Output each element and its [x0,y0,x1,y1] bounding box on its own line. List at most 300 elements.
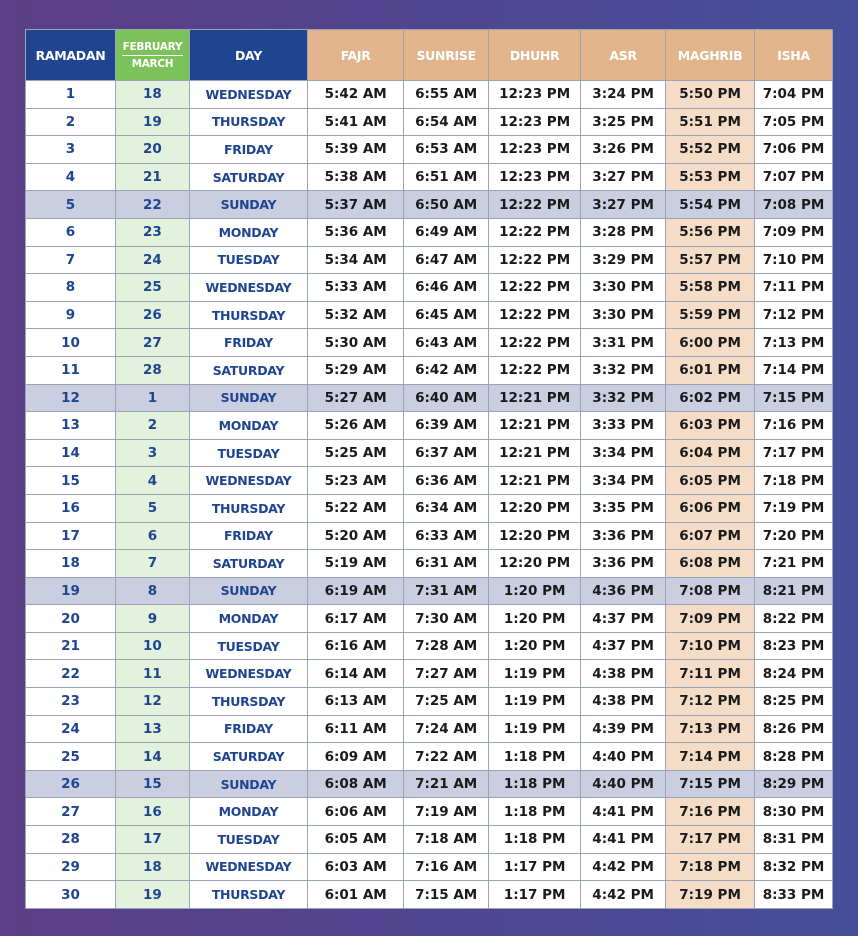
cell-isha: 7:10 PM [755,246,833,274]
cell-isha: 7:09 PM [755,218,833,246]
cell-asr: 3:30 PM [581,274,666,302]
cell-sunrise: 7:15 AM [404,881,489,909]
cell-asr: 4:37 PM [581,605,666,633]
cell-fajr: 5:19 AM [308,550,404,578]
cell-dhuhr: 12:23 PM [489,163,581,191]
cell-isha: 7:04 PM [755,81,833,109]
table-header [26,30,833,81]
cell-asr: 3:34 PM [581,467,666,495]
cell-isha: 7:05 PM [755,108,833,136]
cell-sunrise: 6:37 AM [404,439,489,467]
cell-maghrib: 5:58 PM [666,274,755,302]
table-row [26,715,833,743]
cell-maghrib: 6:01 PM [666,356,755,384]
cell-asr: 3:36 PM [581,522,666,550]
cell-isha: 7:14 PM [755,356,833,384]
cell-weekday: SUNDAY [189,770,307,798]
cell-isha: 7:21 PM [755,550,833,578]
header-maghrib: MAGHRIB [666,30,755,81]
cell-weekday: WEDNESDAY [189,853,307,881]
table-row [26,218,833,246]
cell-ramadan-day: 17 [26,522,116,550]
cell-asr: 3:30 PM [581,301,666,329]
cell-weekday: THURSDAY [189,301,307,329]
cell-weekday: TUESDAY [189,632,307,660]
cell-weekday: WEDNESDAY [189,81,307,109]
cell-ramadan-day: 18 [26,550,116,578]
cell-ramadan-day: 10 [26,329,116,357]
cell-sunrise: 6:50 AM [404,191,489,219]
cell-dhuhr: 12:20 PM [489,522,581,550]
table-row [26,191,833,219]
cell-dhuhr: 12:23 PM [489,108,581,136]
cell-fajr: 5:29 AM [308,356,404,384]
header-dhuhr: DHUHR [489,30,581,81]
cell-calendar-date: 28 [116,356,190,384]
cell-isha: 7:13 PM [755,329,833,357]
cell-isha: 8:21 PM [755,577,833,605]
cell-calendar-date: 10 [116,632,190,660]
cell-maghrib: 7:12 PM [666,688,755,716]
cell-weekday: WEDNESDAY [189,660,307,688]
cell-sunrise: 6:53 AM [404,136,489,164]
cell-sunrise: 6:47 AM [404,246,489,274]
cell-maghrib: 6:00 PM [666,329,755,357]
cell-calendar-date: 18 [116,853,190,881]
table-row [26,412,833,440]
cell-asr: 3:35 PM [581,494,666,522]
cell-fajr: 5:37 AM [308,191,404,219]
header-fajr: FAJR [308,30,404,81]
cell-dhuhr: 1:19 PM [489,660,581,688]
cell-asr: 4:40 PM [581,743,666,771]
cell-ramadan-day: 22 [26,660,116,688]
cell-fajr: 5:20 AM [308,522,404,550]
cell-maghrib: 7:10 PM [666,632,755,660]
cell-weekday: WEDNESDAY [189,274,307,302]
cell-ramadan-day: 3 [26,136,116,164]
table-row [26,329,833,357]
cell-sunrise: 6:45 AM [404,301,489,329]
cell-dhuhr: 1:20 PM [489,605,581,633]
cell-calendar-date: 19 [116,108,190,136]
table-row [26,660,833,688]
table-row [26,246,833,274]
cell-maghrib: 5:59 PM [666,301,755,329]
cell-calendar-date: 3 [116,439,190,467]
cell-ramadan-day: 12 [26,384,116,412]
cell-isha: 7:16 PM [755,412,833,440]
cell-ramadan-day: 6 [26,218,116,246]
cell-isha: 7:15 PM [755,384,833,412]
cell-asr: 3:26 PM [581,136,666,164]
cell-sunrise: 6:39 AM [404,412,489,440]
cell-maghrib: 7:11 PM [666,660,755,688]
cell-sunrise: 7:18 AM [404,826,489,854]
cell-fajr: 6:16 AM [308,632,404,660]
cell-isha: 7:06 PM [755,136,833,164]
cell-fajr: 5:39 AM [308,136,404,164]
cell-asr: 3:32 PM [581,356,666,384]
table-row [26,81,833,109]
cell-weekday: THURSDAY [189,494,307,522]
header-month [116,30,190,81]
cell-sunrise: 6:36 AM [404,467,489,495]
cell-sunrise: 7:28 AM [404,632,489,660]
cell-asr: 3:34 PM [581,439,666,467]
cell-ramadan-day: 9 [26,301,116,329]
cell-isha: 8:30 PM [755,798,833,826]
cell-dhuhr: 1:18 PM [489,798,581,826]
cell-ramadan-day: 27 [26,798,116,826]
cell-ramadan-day: 13 [26,412,116,440]
cell-isha: 8:25 PM [755,688,833,716]
cell-weekday: MONDAY [189,218,307,246]
cell-maghrib: 6:06 PM [666,494,755,522]
cell-fajr: 5:22 AM [308,494,404,522]
cell-asr: 3:27 PM [581,191,666,219]
cell-asr: 3:25 PM [581,108,666,136]
cell-ramadan-day: 16 [26,494,116,522]
cell-fajr: 6:11 AM [308,715,404,743]
cell-fajr: 6:03 AM [308,853,404,881]
cell-dhuhr: 1:20 PM [489,577,581,605]
cell-calendar-date: 17 [116,826,190,854]
cell-maghrib: 7:19 PM [666,881,755,909]
cell-sunrise: 7:27 AM [404,660,489,688]
cell-weekday: SUNDAY [189,384,307,412]
table-row [26,467,833,495]
cell-calendar-date: 12 [116,688,190,716]
cell-maghrib: 5:54 PM [666,191,755,219]
cell-sunrise: 6:46 AM [404,274,489,302]
cell-sunrise: 6:49 AM [404,218,489,246]
cell-dhuhr: 12:22 PM [489,301,581,329]
table-row [26,163,833,191]
cell-isha: 8:32 PM [755,853,833,881]
cell-calendar-date: 26 [116,301,190,329]
cell-fajr: 5:33 AM [308,274,404,302]
cell-dhuhr: 12:22 PM [489,218,581,246]
cell-weekday: SATURDAY [189,356,307,384]
cell-ramadan-day: 11 [26,356,116,384]
cell-asr: 4:42 PM [581,881,666,909]
cell-ramadan-day: 8 [26,274,116,302]
prayer-times-table [25,29,833,909]
cell-maghrib: 6:08 PM [666,550,755,578]
table-row [26,798,833,826]
cell-maghrib: 7:15 PM [666,770,755,798]
cell-maghrib: 7:14 PM [666,743,755,771]
cell-calendar-date: 16 [116,798,190,826]
cell-sunrise: 6:43 AM [404,329,489,357]
cell-asr: 4:36 PM [581,577,666,605]
cell-maghrib: 6:05 PM [666,467,755,495]
cell-calendar-date: 4 [116,467,190,495]
cell-sunrise: 7:19 AM [404,798,489,826]
cell-maghrib: 6:04 PM [666,439,755,467]
cell-calendar-date: 7 [116,550,190,578]
cell-maghrib: 6:02 PM [666,384,755,412]
cell-maghrib: 7:17 PM [666,826,755,854]
cell-weekday: SATURDAY [189,163,307,191]
cell-dhuhr: 12:21 PM [489,412,581,440]
cell-dhuhr: 12:22 PM [489,191,581,219]
cell-dhuhr: 12:20 PM [489,550,581,578]
cell-maghrib: 5:51 PM [666,108,755,136]
cell-ramadan-day: 29 [26,853,116,881]
cell-dhuhr: 12:21 PM [489,467,581,495]
cell-ramadan-day: 28 [26,826,116,854]
cell-maghrib: 6:03 PM [666,412,755,440]
cell-dhuhr: 1:19 PM [489,688,581,716]
cell-isha: 8:23 PM [755,632,833,660]
table-row [26,743,833,771]
cell-ramadan-day: 25 [26,743,116,771]
cell-dhuhr: 12:22 PM [489,356,581,384]
cell-calendar-date: 2 [116,412,190,440]
table-row [26,384,833,412]
cell-asr: 3:28 PM [581,218,666,246]
cell-fajr: 6:01 AM [308,881,404,909]
cell-isha: 8:22 PM [755,605,833,633]
cell-dhuhr: 1:17 PM [489,881,581,909]
cell-ramadan-day: 15 [26,467,116,495]
cell-dhuhr: 12:22 PM [489,246,581,274]
cell-asr: 3:32 PM [581,384,666,412]
cell-dhuhr: 12:23 PM [489,81,581,109]
table-row [26,605,833,633]
table-row [26,356,833,384]
cell-maghrib: 5:52 PM [666,136,755,164]
table-row [26,439,833,467]
cell-asr: 4:38 PM [581,660,666,688]
cell-fajr: 5:30 AM [308,329,404,357]
cell-fajr: 6:14 AM [308,660,404,688]
cell-isha: 7:07 PM [755,163,833,191]
table-row [26,688,833,716]
cell-fajr: 5:23 AM [308,467,404,495]
cell-maghrib: 7:16 PM [666,798,755,826]
cell-dhuhr: 1:20 PM [489,632,581,660]
header-ramadan: RAMADAN [26,30,116,81]
cell-dhuhr: 12:23 PM [489,136,581,164]
cell-asr: 4:41 PM [581,798,666,826]
cell-asr: 4:40 PM [581,770,666,798]
cell-calendar-date: 14 [116,743,190,771]
cell-calendar-date: 20 [116,136,190,164]
cell-sunrise: 7:31 AM [404,577,489,605]
cell-asr: 4:39 PM [581,715,666,743]
cell-sunrise: 7:22 AM [404,743,489,771]
header-asr: ASR [581,30,666,81]
cell-weekday: SUNDAY [189,577,307,605]
cell-ramadan-day: 14 [26,439,116,467]
cell-ramadan-day: 26 [26,770,116,798]
cell-isha: 7:08 PM [755,191,833,219]
cell-maghrib: 7:08 PM [666,577,755,605]
table-row [26,274,833,302]
table-row [26,826,833,854]
cell-sunrise: 7:25 AM [404,688,489,716]
cell-calendar-date: 1 [116,384,190,412]
ramadan-timetable [25,29,833,909]
cell-maghrib: 5:56 PM [666,218,755,246]
cell-isha: 7:11 PM [755,274,833,302]
cell-maghrib: 5:50 PM [666,81,755,109]
cell-dhuhr: 1:18 PM [489,770,581,798]
cell-ramadan-day: 19 [26,577,116,605]
cell-calendar-date: 25 [116,274,190,302]
cell-asr: 3:36 PM [581,550,666,578]
cell-ramadan-day: 21 [26,632,116,660]
cell-weekday: MONDAY [189,412,307,440]
cell-dhuhr: 1:19 PM [489,715,581,743]
cell-asr: 3:27 PM [581,163,666,191]
cell-isha: 8:29 PM [755,770,833,798]
cell-weekday: FRIDAY [189,329,307,357]
cell-fajr: 5:27 AM [308,384,404,412]
cell-weekday: FRIDAY [189,522,307,550]
cell-dhuhr: 1:18 PM [489,826,581,854]
cell-asr: 4:38 PM [581,688,666,716]
cell-weekday: SATURDAY [189,550,307,578]
cell-asr: 3:29 PM [581,246,666,274]
cell-calendar-date: 24 [116,246,190,274]
cell-ramadan-day: 2 [26,108,116,136]
header-sunrise: SUNRISE [404,30,489,81]
table-row [26,632,833,660]
cell-isha: 7:12 PM [755,301,833,329]
cell-ramadan-day: 4 [26,163,116,191]
header-day: DAY [189,30,307,81]
table-row [26,136,833,164]
cell-fajr: 6:13 AM [308,688,404,716]
cell-isha: 7:18 PM [755,467,833,495]
cell-asr: 4:42 PM [581,853,666,881]
cell-calendar-date: 23 [116,218,190,246]
cell-asr: 4:41 PM [581,826,666,854]
table-row [26,853,833,881]
cell-calendar-date: 19 [116,881,190,909]
cell-ramadan-day: 20 [26,605,116,633]
cell-fajr: 5:38 AM [308,163,404,191]
cell-weekday: SUNDAY [189,191,307,219]
cell-ramadan-day: 7 [26,246,116,274]
cell-fajr: 5:41 AM [308,108,404,136]
cell-dhuhr: 12:22 PM [489,274,581,302]
cell-weekday: THURSDAY [189,688,307,716]
cell-weekday: THURSDAY [189,881,307,909]
cell-dhuhr: 12:22 PM [489,329,581,357]
cell-ramadan-day: 23 [26,688,116,716]
cell-weekday: TUESDAY [189,826,307,854]
cell-fajr: 5:34 AM [308,246,404,274]
cell-fajr: 5:42 AM [308,81,404,109]
header-month-march: MARCH [131,57,174,70]
cell-weekday: MONDAY [189,605,307,633]
cell-isha: 8:28 PM [755,743,833,771]
cell-calendar-date: 13 [116,715,190,743]
cell-sunrise: 6:31 AM [404,550,489,578]
cell-dhuhr: 12:21 PM [489,439,581,467]
cell-weekday: FRIDAY [189,715,307,743]
table-row [26,550,833,578]
table-row [26,301,833,329]
cell-sunrise: 6:33 AM [404,522,489,550]
cell-calendar-date: 22 [116,191,190,219]
cell-calendar-date: 27 [116,329,190,357]
cell-fajr: 5:32 AM [308,301,404,329]
cell-dhuhr: 12:21 PM [489,384,581,412]
table-row [26,881,833,909]
cell-maghrib: 6:07 PM [666,522,755,550]
cell-sunrise: 6:51 AM [404,163,489,191]
cell-fajr: 6:05 AM [308,826,404,854]
cell-sunrise: 6:40 AM [404,384,489,412]
cell-calendar-date: 5 [116,494,190,522]
cell-isha: 8:26 PM [755,715,833,743]
cell-fajr: 6:09 AM [308,743,404,771]
cell-calendar-date: 6 [116,522,190,550]
cell-weekday: WEDNESDAY [189,467,307,495]
cell-sunrise: 7:16 AM [404,853,489,881]
cell-weekday: TUESDAY [189,246,307,274]
table-body [26,81,833,909]
cell-weekday: MONDAY [189,798,307,826]
cell-dhuhr: 12:20 PM [489,494,581,522]
cell-weekday: TUESDAY [189,439,307,467]
cell-fajr: 6:06 AM [308,798,404,826]
cell-calendar-date: 21 [116,163,190,191]
cell-dhuhr: 1:17 PM [489,853,581,881]
cell-asr: 3:24 PM [581,81,666,109]
cell-dhuhr: 1:18 PM [489,743,581,771]
cell-calendar-date: 15 [116,770,190,798]
cell-asr: 3:33 PM [581,412,666,440]
cell-isha: 8:31 PM [755,826,833,854]
cell-sunrise: 6:54 AM [404,108,489,136]
cell-isha: 7:17 PM [755,439,833,467]
cell-maghrib: 7:09 PM [666,605,755,633]
cell-weekday: THURSDAY [189,108,307,136]
cell-weekday: SATURDAY [189,743,307,771]
header-month-february: FEBRUARY [122,40,183,53]
cell-asr: 4:37 PM [581,632,666,660]
cell-weekday: FRIDAY [189,136,307,164]
cell-isha: 7:20 PM [755,522,833,550]
cell-calendar-date: 18 [116,81,190,109]
cell-fajr: 5:36 AM [308,218,404,246]
cell-maghrib: 5:53 PM [666,163,755,191]
cell-ramadan-day: 1 [26,81,116,109]
cell-calendar-date: 8 [116,577,190,605]
cell-sunrise: 7:24 AM [404,715,489,743]
cell-isha: 8:24 PM [755,660,833,688]
cell-sunrise: 6:42 AM [404,356,489,384]
table-row [26,577,833,605]
table-row [26,770,833,798]
cell-fajr: 6:19 AM [308,577,404,605]
cell-maghrib: 7:18 PM [666,853,755,881]
header-month-divider [122,55,183,56]
cell-maghrib: 5:57 PM [666,246,755,274]
cell-fajr: 5:25 AM [308,439,404,467]
cell-fajr: 6:17 AM [308,605,404,633]
cell-maghrib: 7:13 PM [666,715,755,743]
cell-fajr: 6:08 AM [308,770,404,798]
cell-ramadan-day: 5 [26,191,116,219]
